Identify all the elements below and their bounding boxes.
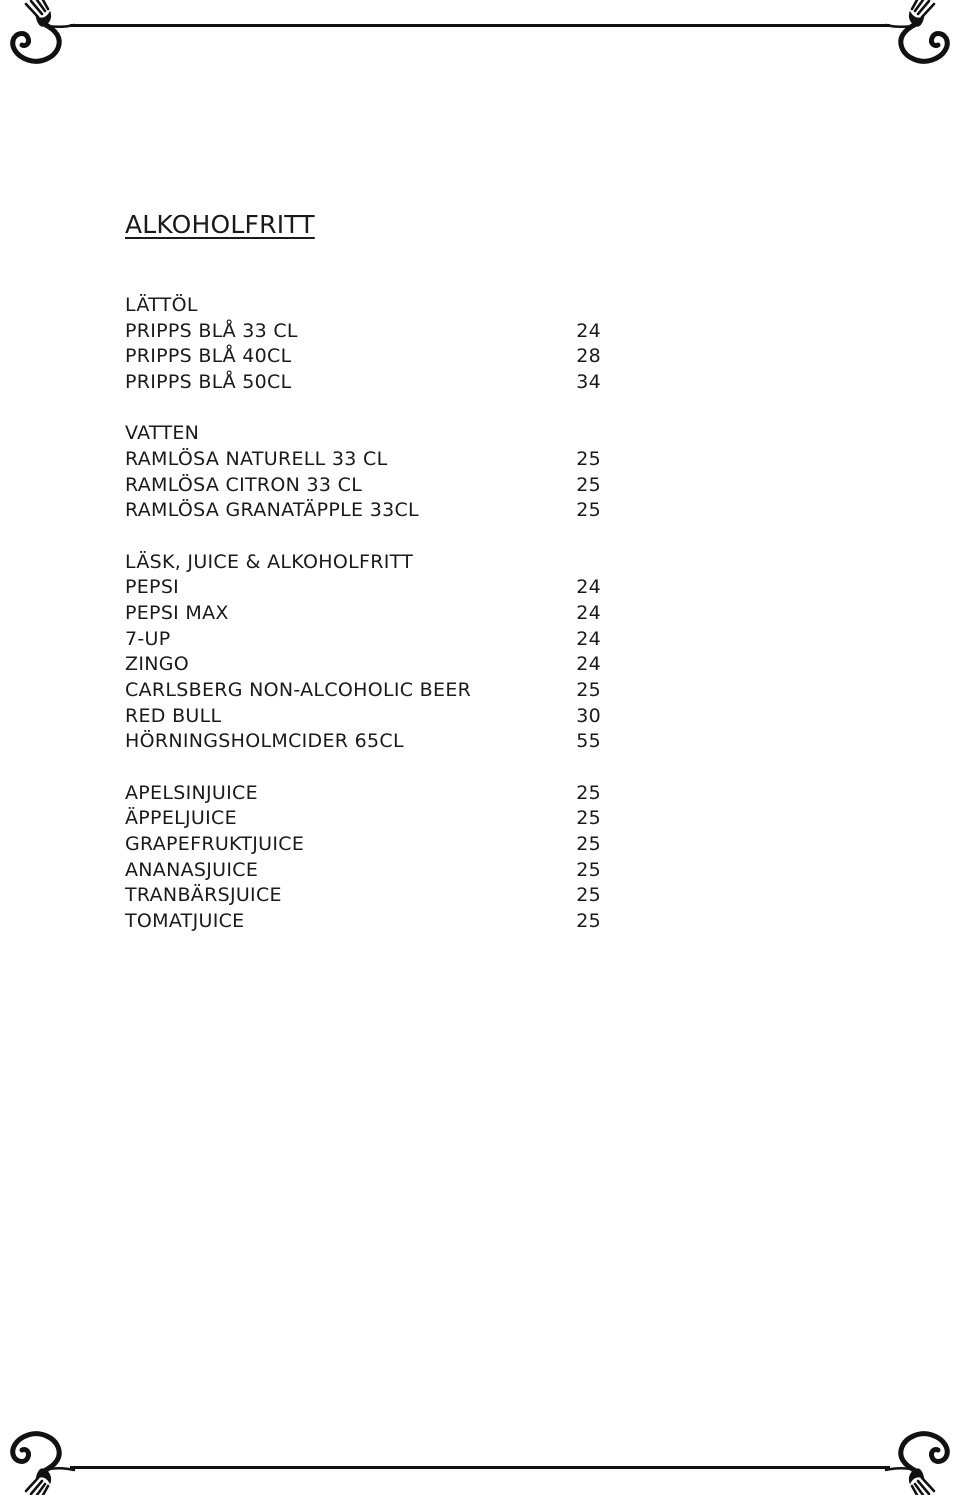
- item-price: 25: [576, 473, 601, 496]
- item-name: TOMATJUICE: [125, 909, 245, 932]
- item-name: PRIPPS BLÅ 40CL: [125, 345, 292, 368]
- item-name: ÄPPELJUICE: [125, 807, 237, 830]
- menu-item: [125, 678, 601, 704]
- item-price: 25: [576, 499, 601, 522]
- menu-section-lattol: [125, 293, 601, 396]
- menu-item: [125, 781, 601, 807]
- menu-item: [125, 909, 601, 935]
- menu-item: [125, 447, 601, 473]
- item-name: ANANASJUICE: [125, 858, 259, 881]
- bottom-border-line: [70, 1466, 890, 1469]
- item-price: 25: [576, 678, 601, 701]
- item-name: RED BULL: [125, 704, 222, 727]
- menu-item: [125, 319, 601, 345]
- item-name: GRAPEFRUKTJUICE: [125, 832, 305, 855]
- item-name: CARLSBERG NON-ALCOHOLIC BEER: [125, 678, 472, 701]
- section-heading: LÄSK, JUICE & ALKOHOLFRITT: [125, 550, 414, 573]
- item-name: TRANBÄRSJUICE: [125, 884, 282, 907]
- item-name: PEPSI: [125, 576, 180, 599]
- menu-section-lask: [125, 550, 601, 756]
- menu-item: [125, 652, 601, 678]
- menu-item: [125, 729, 601, 755]
- menu-item: [125, 498, 601, 524]
- item-price: 25: [576, 807, 601, 830]
- item-name: 7-UP: [125, 627, 171, 650]
- item-price: 30: [576, 704, 601, 727]
- menu-item: [125, 883, 601, 909]
- item-price: 25: [576, 858, 601, 881]
- menu-item: [125, 473, 601, 499]
- item-price: 24: [576, 653, 601, 676]
- fork-icon: [0, 1417, 78, 1495]
- menu-item: [125, 601, 601, 627]
- item-price: 25: [576, 781, 601, 804]
- item-price: 24: [576, 576, 601, 599]
- item-name: PEPSI MAX: [125, 601, 229, 624]
- item-name: RAMLÖSA NATURELL 33 CL: [125, 447, 388, 470]
- menu-item: [125, 858, 601, 884]
- fork-icon: [882, 1417, 960, 1495]
- item-name: HÖRNINGSHOLMCIDER 65CL: [125, 730, 404, 753]
- menu-item: [125, 370, 601, 396]
- item-price: 28: [576, 345, 601, 368]
- item-price: 24: [576, 319, 601, 342]
- menu-item: [125, 344, 601, 370]
- menu-section-juice: [125, 781, 601, 935]
- menu-title: ALKOHOLFRITT: [125, 210, 315, 239]
- drinks-menu: [125, 210, 601, 960]
- fork-icon: [0, 0, 78, 78]
- menu-item: [125, 704, 601, 730]
- item-price: 25: [576, 832, 601, 855]
- item-name: APELSINJUICE: [125, 781, 258, 804]
- section-heading: VATTEN: [125, 422, 200, 445]
- item-price: 24: [576, 601, 601, 624]
- top-border-line: [70, 24, 890, 27]
- item-name: RAMLÖSA CITRON 33 CL: [125, 473, 363, 496]
- item-price: 25: [576, 909, 601, 932]
- menu-item: [125, 832, 601, 858]
- item-name: PRIPPS BLÅ 33 CL: [125, 319, 298, 342]
- item-price: 25: [576, 447, 601, 470]
- section-heading: LÄTTÖL: [125, 294, 198, 316]
- item-name: ZINGO: [125, 653, 190, 676]
- menu-item: [125, 575, 601, 601]
- item-name: RAMLÖSA GRANATÄPPLE 33CL: [125, 499, 419, 522]
- menu-item: [125, 806, 601, 832]
- item-price: 25: [576, 884, 601, 907]
- item-price: 55: [576, 730, 601, 753]
- item-price: 24: [576, 627, 601, 650]
- item-price: 34: [576, 371, 601, 394]
- menu-section-vatten: [125, 421, 601, 524]
- item-name: PRIPPS BLÅ 50CL: [125, 371, 292, 394]
- fork-icon: [882, 0, 960, 78]
- menu-item: [125, 627, 601, 653]
